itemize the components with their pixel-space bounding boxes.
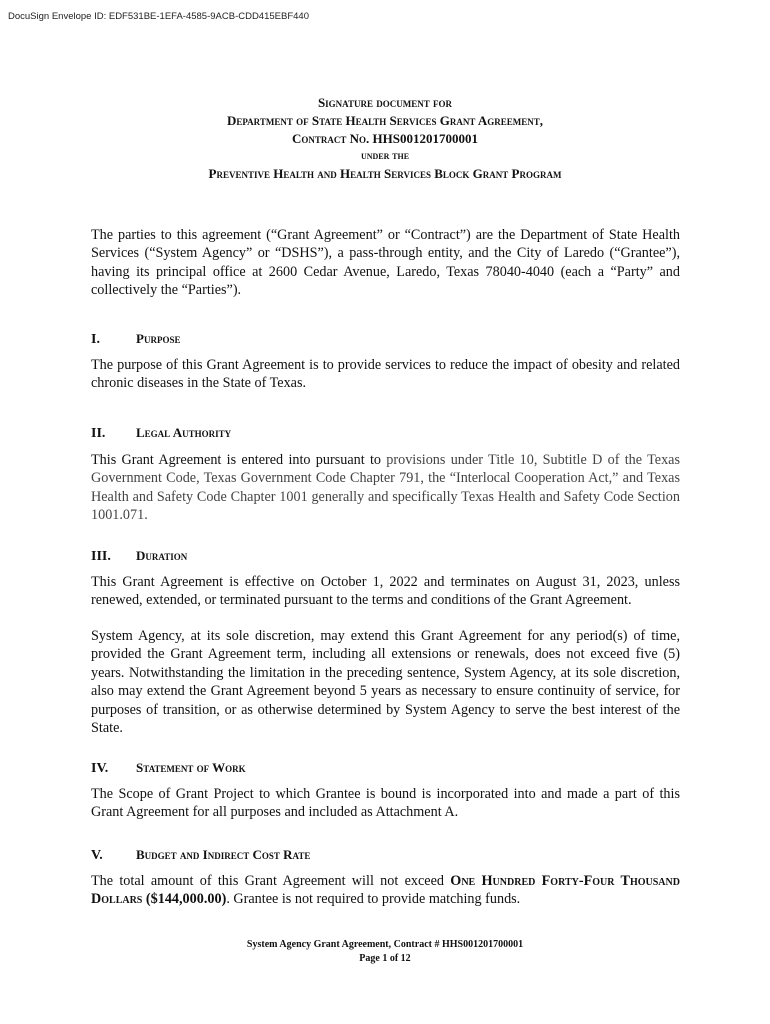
title-line-4: under the: [360, 150, 410, 162]
footer-page-number: Page 1 of 12: [359, 953, 411, 964]
section-number: I.: [91, 332, 100, 347]
title-line-5: Preventive Health and Health Services Block Grant Program: [208, 166, 562, 181]
legal-text-part-a: This Grant Agreement is entered into pursuant to: [91, 452, 387, 468]
section-budget-heading: [91, 847, 310, 864]
section-number: IV.: [91, 761, 109, 776]
title-line-1: Signature document for: [317, 95, 453, 110]
envelope-id: DocuSign Envelope ID: EDF531BE-1EFA-4585-9ACB-CDD415EBF440: [8, 11, 309, 22]
budget-text-part-c: . Grantee is not required to provide matching funds.: [226, 891, 521, 908]
section-legal-text: [91, 451, 680, 525]
section-duration-heading: [91, 548, 187, 565]
budget-text-part-a: The total amount of this Grant Agreement will not exceed: [91, 873, 451, 889]
budget-amount: One Hundred Forty-Four Thousand Dollars ($144,000.00): [91, 873, 680, 908]
section-title: Duration: [136, 548, 188, 563]
title-line-3: Contract No. HHS001201700001: [292, 131, 478, 146]
footer-contract: System Agency Grant Agreement, Contract # HHS001201700001: [246, 939, 524, 950]
section-legal-heading: [91, 425, 231, 442]
section-number: III.: [91, 549, 111, 564]
page-footer: [0, 938, 770, 966]
title-line-2: Department of State Health Services Grant Agreement,: [226, 113, 544, 128]
intro-paragraph: The parties to this agreement (“Grant Agreement” or “Contract”) are the Department of State Health Services (“System Agency” or “DSHS”), a pass-through entity, and the City of Laredo (“Grantee”), having its principal office at 2600 Cedar Avenue, Laredo, Texas 78040-4040 (each a “Party” and collectively the “Parties”).: [91, 227, 680, 299]
section-duration-text-1: This Grant Agreement is effective on October 1, 2022 and terminates on August 31, 2023, unless renewed, extended, or terminated pursuant to the terms and conditions of the Grant Agreement.: [91, 574, 680, 609]
section-number: II.: [91, 426, 106, 441]
section-title: Legal Authority: [136, 425, 232, 440]
section-work-heading: [91, 760, 246, 777]
section-title: Budget and Indirect Cost Rate: [136, 847, 311, 862]
section-number: V.: [91, 848, 103, 863]
legal-text-part-b: provisions under Title 10, Subtitle D of the Texas Government Code, Texas Government Code Chapter 791, the “Interlocal Cooperation Act,” and Texas Health and Safety Code Chapter 1001 generally and specifically Texas Health and Safety Code Section 1001.071.: [91, 452, 680, 524]
document-title: [0, 94, 770, 183]
section-purpose-text: The purpose of this Grant Agreement is to provide services to reduce the impact of obesity and related chronic diseases in the State of Texas.: [91, 357, 680, 392]
section-work-text: The Scope of Grant Project to which Grantee is bound is incorporated into and made a part of this Grant Agreement for all purposes and included as Attachment A.: [91, 786, 680, 821]
section-budget-text: [91, 872, 680, 909]
section-title: Purpose: [136, 331, 181, 346]
section-title: Statement of Work: [136, 760, 246, 775]
section-purpose-heading: [91, 331, 180, 348]
section-duration-text-2: System Agency, at its sole discretion, may extend this Grant Agreement for any period(s) of time, provided the Grant Agreement term, including all extensions or renewals, does not exceed five (5) years. Notwithstanding the limitation in the preceding sentence, System Agency, at its sole discretion, also may extend the Grant Agreement beyond 5 years as necessary to ensure continuity of service, for purposes of transition, or as otherwise determined by System Agency to serve the best interest of the State.: [91, 628, 680, 737]
